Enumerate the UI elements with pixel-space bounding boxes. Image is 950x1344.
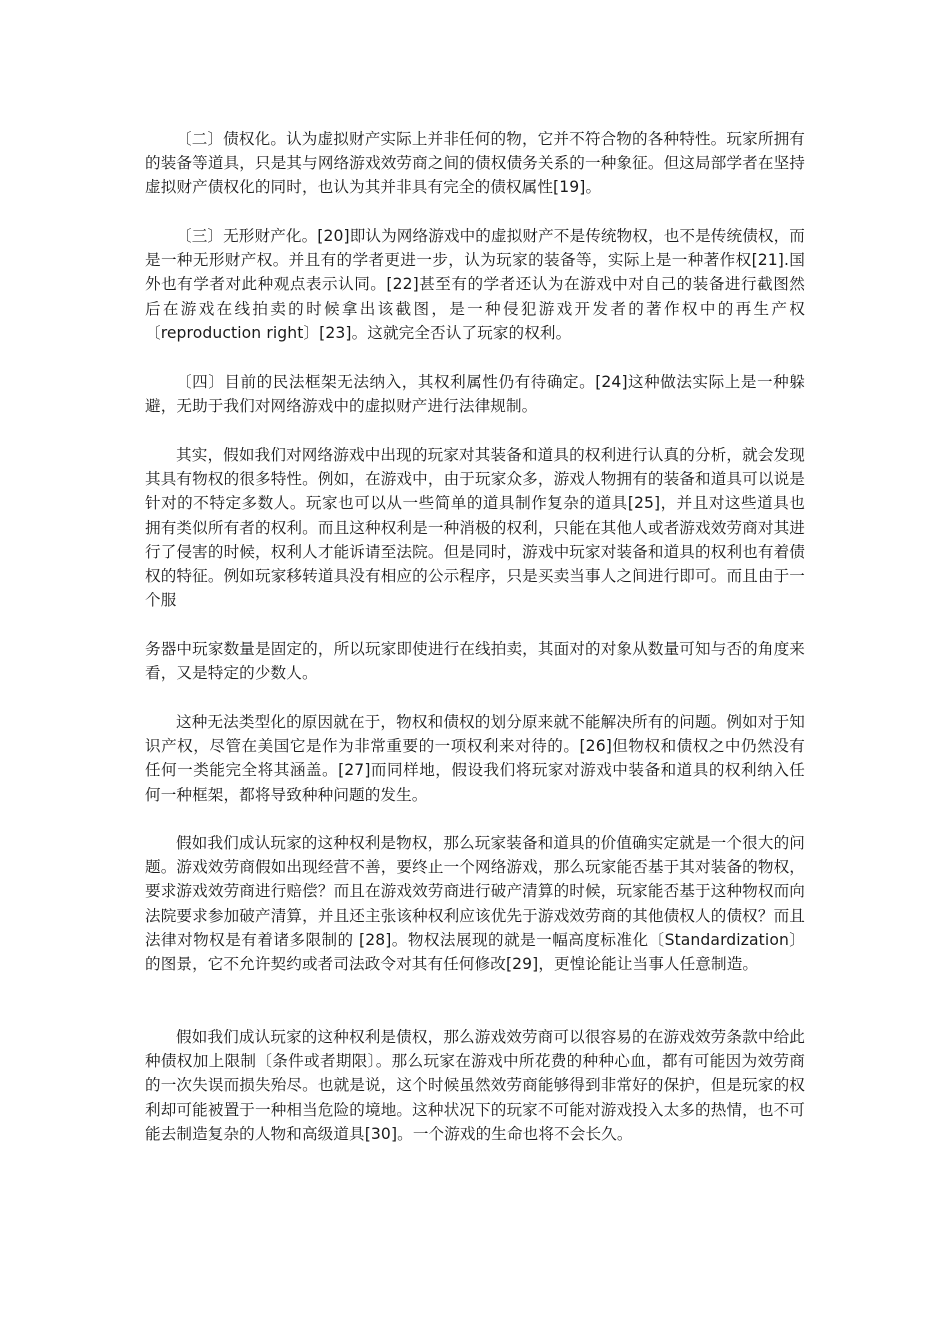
- paragraph-intangible-property: 〔三〕无形财产化。[20]即认为网络游戏中的虚拟财产不是传统物权，也不是传统债权，而是一种无形财产权。并且有的学者更进一步，认为玩家的装备等，实际上是一种著作权[21].国外也有学者对此种观点表示认同。[22]甚至有的学者还认为在游戏中对自己的装备进行截图然后在游戏在线拍卖的时候拿出该截图，是一种侵犯游戏开发者的著作权中的再生产权〔reproduction right〕[23]。这就完全否认了玩家的权利。: [145, 227, 805, 342]
- paragraph-civil-law-framework: 〔四〕目前的民法框架无法纳入，其权利属性仍有待确定。[24]这种做法实际上是一种躲避，无助于我们对网络游戏中的虚拟财产进行法律规制。: [145, 373, 805, 416]
- paragraph-classification-reason: 这种无法类型化的原因就在于，物权和债权的划分原来就不能解决所有的问题。例如对于知识产权，尽管在美国它是作为非常重要的一项权利来对待的。[26]但物权和债权之中仍然没有任何一类能完全将其涵盖。[27]而同样地，假设我们将玩家对游戏中装备和道具的权利纳入任何一种框架，都将导致种种问题的发生。: [145, 713, 805, 804]
- paragraph-if-property-right: 假如我们成认玩家的这种权利是物权，那么玩家装备和道具的价值确实定就是一个很大的问题。游戏效劳商假如出现经营不善，要终止一个网络游戏，那么玩家能否基于其对装备的物权，要求游戏效劳商进行赔偿？而且在游戏效劳商进行破产清算的时候，玩家能否基于这种物权而向法院要求参加破产清算，并且还主张该种权利应该优先于游戏效劳商的其他债权人的债权？而且法律对物权是有着诸多限制的 [28]。物权法展现的就是一幅高度标准化〔Standardization〕的图景，它不允许契约或者司法政令对其有任何修改[29]，更惶论能让当事人任意制造。: [145, 834, 805, 974]
- paragraph-if-debt-right: 假如我们成认玩家的这种权利是债权，那么游戏效劳商可以很容易的在游戏效劳条款中给此种债权加上限制〔条件或者期限〕。那么玩家在游戏中所花费的种种心血，都有可能因为效劳商的一次失误而损失殆尽。也就是说，这个时候虽然效劳商能够得到非常好的保护，但是玩家的权利却可能被置于一种相当危险的境地。这种状况下的玩家不可能对游戏投入太多的热情，也不可能去制造复杂的人物和高级道具[30]。一个游戏的生命也将不会长久。: [145, 1028, 805, 1143]
- paragraph-debt-right: 〔二〕债权化。认为虚拟财产实际上并非任何的物，它并不符合物的各种特性。玩家所拥有的装备等道具，只是其与网络游戏效劳商之间的债权债务关系的一种象征。但这局部学者在坚持虚拟财产债权化的同时，也认为其并非具有完全的债权属性[19]。: [145, 130, 805, 197]
- paragraph-continued: 务器中玩家数量是固定的，所以玩家即使进行在线拍卖，其面对的对象从数量可知与否的角度来看，又是特定的少数人。: [145, 640, 805, 683]
- paragraph-property-characteristics: 其实，假如我们对网络游戏中出现的玩家对其装备和道具的权利进行认真的分析，就会发现其具有物权的很多特性。例如，在游戏中，由于玩家众多，游戏人物拥有的装备和道具可以说是针对的不特定多数人。玩家也可以从一些简单的道具制作复杂的道具[25]，并且对这些道具也拥有类似所有者的权利。而且这种权利是一种消极的权利，只能在其他人或者游戏效劳商对其进行了侵害的时候，权利人才能诉请至法院。但是同时，游戏中玩家对装备和道具的权利也有着债权的特征。例如玩家移转道具没有相应的公示程序，只是买卖当事人之间进行即可。而且由于一个服: [145, 446, 805, 610]
